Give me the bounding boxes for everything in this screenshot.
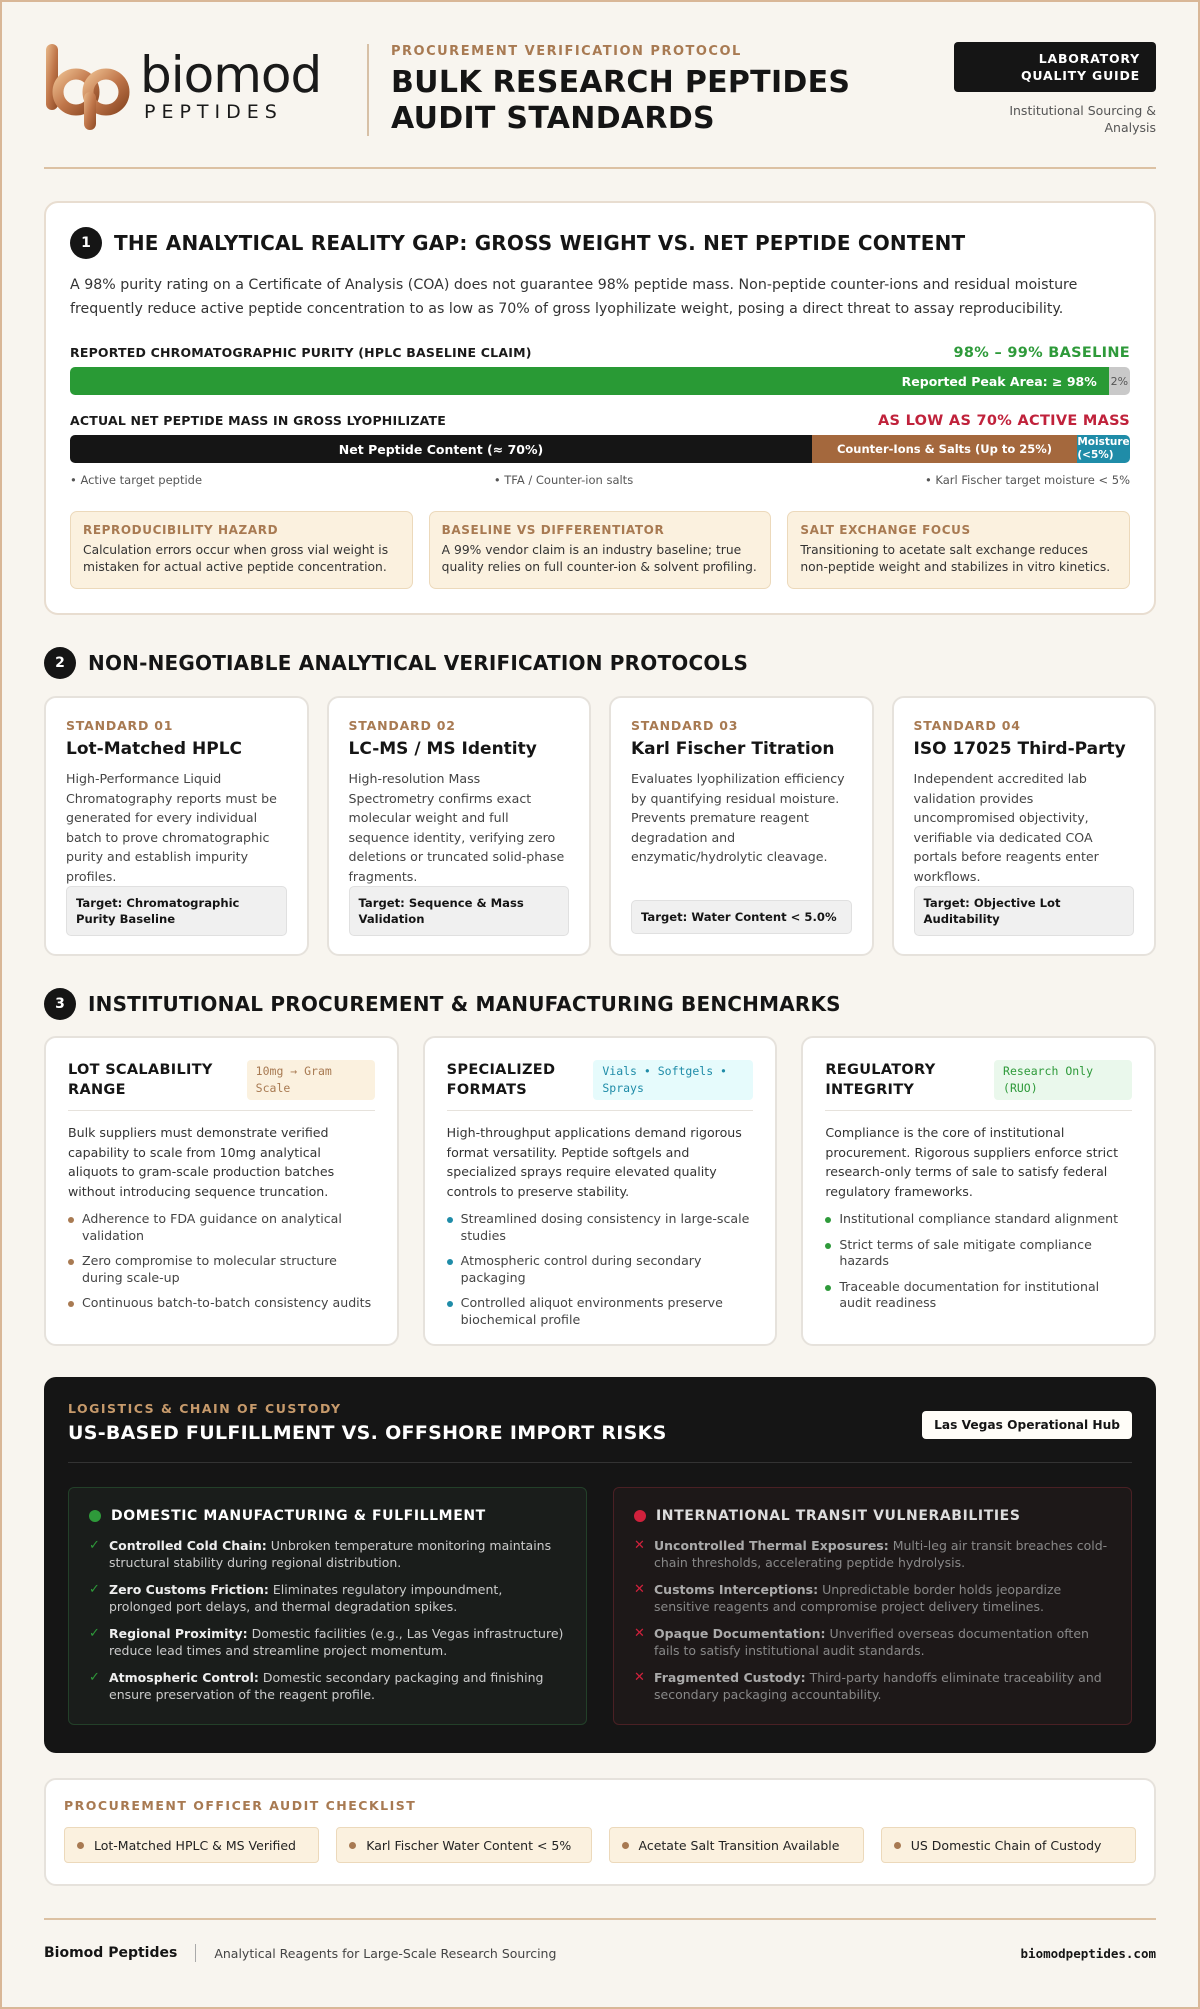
bullet-dot-icon	[349, 1842, 356, 1849]
standards-grid	[44, 696, 1156, 956]
standard-target: Target: Water Content < 5.0%	[631, 900, 852, 934]
standard-card-lcms	[327, 696, 592, 956]
section-number-badge: 2	[44, 647, 76, 679]
cross-icon: ✕	[634, 1582, 645, 1597]
list-item: Institutional compliance standard alignment	[825, 1211, 1132, 1228]
info-box-title: BASELINE VS DIFFERENTIATOR	[441, 523, 665, 537]
info-box-reproducibility	[70, 511, 413, 589]
purity-segment-remainder: 2%	[1109, 367, 1130, 395]
guide-badge: LABORATORY QUALITY GUIDE	[954, 42, 1156, 92]
benchmark-bullets	[447, 1211, 754, 1328]
footer-rule	[44, 1918, 1156, 1920]
header-rule	[44, 167, 1156, 169]
purity-bar-label: REPORTED CHROMATOGRAPHIC PURITY (HPLC BASELINE CLAIM)	[70, 345, 532, 360]
logistics-panel	[44, 1377, 1156, 1753]
operational-hub-button[interactable]: Las Vegas Operational Hub	[922, 1411, 1132, 1439]
checklist-item: Lot-Matched HPLC & MS Verified	[64, 1827, 319, 1863]
list-item: Adherence to FDA guidance on analytical validation	[68, 1211, 375, 1244]
standard-kicker: STANDARD 02	[348, 718, 456, 733]
benchmark-title: REGULATORY INTEGRITY	[825, 1062, 936, 1098]
checklist-item: Karl Fischer Water Content < 5%	[336, 1827, 591, 1863]
footer-divider	[195, 1944, 196, 1962]
checklist-title: PROCUREMENT OFFICER AUDIT CHECKLIST	[64, 1798, 417, 1813]
footer	[44, 1944, 1156, 1962]
logo-mark-icon	[44, 42, 134, 132]
header	[44, 42, 1156, 138]
cross-icon: ✕	[634, 1626, 645, 1641]
domestic-title: DOMESTIC MANUFACTURING & FULFILLMENT	[111, 1508, 486, 1524]
mass-bar-label: ACTUAL NET PEPTIDE MASS IN GROSS LYOPHILIZATE	[70, 413, 446, 428]
standard-target: Target: Sequence & Mass Validation	[349, 886, 570, 936]
standard-kicker: STANDARD 01	[66, 718, 174, 733]
list-item: Controlled aliquot environments preserve biochemical profile	[447, 1295, 754, 1328]
info-box-salt-exchange	[787, 511, 1130, 589]
list-item: ✕ Customs Interceptions: Unpredictable border holds jeopardize sensitive reagents and compromise project delivery timelines.	[634, 1582, 1062, 1614]
standard-title: Karl Fischer Titration	[631, 739, 835, 759]
list-item: ✕ Fragmented Custody: Third-party handoffs eliminate traceability and secondary packaging accountability.	[634, 1670, 1102, 1702]
audit-checklist	[44, 1778, 1156, 1886]
purity-bar-value: 98% – 99% BASELINE	[953, 345, 1130, 361]
list-item: Zero compromise to molecular structure during scale-up	[68, 1253, 375, 1286]
standard-card-karl-fischer	[609, 696, 874, 956]
footer-website-link[interactable]: biomodpeptides.com	[1020, 1945, 1156, 1961]
info-box-text: Calculation errors occur when gross vial weight is mistaken for actual active peptide concentration.	[83, 543, 389, 574]
benchmark-text: High-throughput applications demand rigorous format versatility. Peptide softgels and specialized sprays require elevated quality controls to preserve stability.	[446, 1125, 742, 1199]
mass-bar-value: AS LOW AS 70% ACTIVE MASS	[878, 413, 1130, 429]
list-item: ✓ Regional Proximity: Domestic facilities (e.g., Las Vegas infrastructure) reduce lead times and streamline project momentum.	[89, 1626, 564, 1658]
benchmark-card-formats	[423, 1036, 778, 1346]
bullet-dot-icon	[894, 1842, 901, 1849]
standard-kicker: STANDARD 04	[913, 718, 1021, 733]
brand-logo[interactable]	[44, 42, 349, 132]
list-item: ✕ Opaque Documentation: Unverified overseas documentation often fails to satisfy institutional audit standards.	[634, 1626, 1089, 1658]
page-title: BULK RESEARCH PEPTIDES AUDIT STANDARDS	[391, 65, 851, 136]
standard-card-hplc	[44, 696, 309, 956]
section-lead-text: A 98% purity rating on a Certificate of Analysis (COA) does not guarantee 98% peptide mass. Non-peptide counter-ions and residual moisture frequently reduce active peptide concentration to as low as 70% of gross lyophilizate weight, posing a direct threat to assay reproducibility.	[70, 277, 1078, 317]
standard-text: Independent accredited lab validation provides uncompromised objectivity, verifiable via dedicated COA portals before reagents enter workflows.	[913, 771, 1099, 884]
bullet-dot-icon	[622, 1842, 629, 1849]
check-icon: ✓	[89, 1582, 100, 1597]
info-box-title: REPRODUCIBILITY HAZARD	[83, 523, 279, 537]
info-box-baseline	[429, 511, 772, 589]
section-protocols-header	[44, 647, 748, 679]
benchmark-tag: 10mg → Gram Scale	[247, 1060, 375, 1100]
checklist-item: US Domestic Chain of Custody	[881, 1827, 1136, 1863]
standard-title: Lot-Matched HPLC	[66, 739, 243, 759]
benchmark-tag: Vials • Softgels • Sprays	[593, 1060, 753, 1100]
status-dot-red-icon	[634, 1510, 646, 1522]
section-title: THE ANALYTICAL REALITY GAP: GROSS WEIGHT VS. NET PEPTIDE CONTENT	[114, 231, 966, 255]
logistics-title: US-BASED FULFILLMENT VS. OFFSHORE IMPORT RISKS	[68, 1422, 667, 1444]
footer-brand: Biomod Peptides	[44, 1945, 178, 1961]
legend-item: • Active target peptide	[70, 473, 203, 487]
list-item: ✓ Controlled Cold Chain: Unbroken temperature monitoring maintains structural stability during regional distribution.	[89, 1538, 552, 1570]
bar-legend	[70, 473, 1130, 487]
legend-item: • TFA / Counter-ion salts	[493, 473, 634, 487]
standard-title: LC-MS / MS Identity	[348, 739, 537, 759]
standard-target: Target: Objective Lot Auditability	[914, 886, 1135, 936]
list-item: Strict terms of sale mitigate compliance hazards	[825, 1237, 1132, 1270]
standard-card-iso	[892, 696, 1157, 956]
benchmarks-grid	[44, 1036, 1156, 1346]
list-item: ✓ Atmospheric Control: Domestic secondary packaging and finishing ensure preservation of the reagent profile.	[89, 1670, 544, 1702]
logo-subtitle: PEPTIDES	[144, 101, 283, 123]
info-box-text: Transitioning to acetate salt exchange reduces non-peptide weight and stabilizes in vitro kinetics.	[800, 543, 1111, 574]
list-item: Continuous batch-to-batch consistency audits	[68, 1295, 375, 1312]
cross-icon: ✕	[634, 1670, 645, 1685]
section-number-badge: 3	[44, 988, 76, 1020]
cross-icon: ✕	[634, 1538, 645, 1553]
mass-segment-counter-ions: Counter-Ions & Salts (Up to 25%)	[812, 435, 1077, 463]
mass-segment-net-peptide: Net Peptide Content (≈ 70%)	[70, 435, 812, 463]
check-icon: ✓	[89, 1670, 100, 1685]
international-column	[613, 1487, 1132, 1725]
section-number-badge: 1	[70, 227, 102, 259]
purity-segment-peak: Reported Peak Area: ≥ 98%	[70, 367, 1109, 395]
benchmark-bullets	[825, 1211, 1132, 1312]
purity-bar	[70, 367, 1130, 395]
info-box-text: A 99% vendor claim is an industry baseline; true quality relies on full counter-ion & solvent profiling.	[441, 543, 757, 574]
status-dot-green-icon	[89, 1510, 101, 1522]
benchmark-tag: Research Only (RUO)	[994, 1060, 1132, 1100]
international-title: INTERNATIONAL TRANSIT VULNERABILITIES	[656, 1508, 1021, 1524]
benchmark-text: Bulk suppliers must demonstrate verified capability to scale from 10mg analytical aliquots to gram-scale production batches without introducing sequence truncation.	[68, 1125, 335, 1199]
legend-item: • Karl Fischer target moisture < 5%	[924, 473, 1130, 487]
logistics-kicker: LOGISTICS & CHAIN OF CUSTODY	[68, 1401, 342, 1416]
benchmark-card-scalability	[44, 1036, 399, 1346]
header-note: Institutional Sourcing & Analysis	[1009, 103, 1156, 135]
benchmark-text: Compliance is the core of institutional procurement. Rigorous suppliers enforce strict research-only terms of sale to satisfy federal regulatory frameworks.	[825, 1125, 1119, 1199]
section-title: NON-NEGOTIABLE ANALYTICAL VERIFICATION PROTOCOLS	[88, 651, 749, 675]
list-item: ✕ Uncontrolled Thermal Exposures: Multi-leg air transit breaches cold-chain thresholds, accelerating peptide hydrolysis.	[634, 1538, 1108, 1570]
standard-kicker: STANDARD 03	[631, 718, 739, 733]
benchmark-bullets	[68, 1211, 375, 1312]
checklist-item: Acetate Salt Transition Available	[609, 1827, 864, 1863]
standard-title: ISO 17025 Third-Party	[913, 739, 1126, 759]
standard-target: Target: Chromatographic Purity Baseline	[66, 886, 287, 936]
section-benchmarks-header	[44, 988, 841, 1020]
mass-segment-moisture: Moisture (<5%)	[1077, 436, 1130, 461]
header-kicker: PROCUREMENT VERIFICATION PROTOCOL	[391, 44, 742, 59]
benchmark-card-regulatory	[801, 1036, 1156, 1346]
list-item: Traceable documentation for institutional audit readiness	[825, 1279, 1132, 1312]
list-item: Atmospheric control during secondary packaging	[447, 1253, 754, 1286]
standard-text: Evaluates lyophilization efficiency by quantifying residual moisture. Prevents premature reagent degradation and enzymatic/hydrolytic cleavage.	[631, 771, 845, 864]
check-icon: ✓	[89, 1538, 100, 1553]
footer-tagline: Analytical Reagents for Large-Scale Research Sourcing	[214, 1945, 557, 1961]
bullet-dot-icon	[77, 1842, 84, 1849]
check-icon: ✓	[89, 1626, 100, 1641]
info-box-title: SALT EXCHANGE FOCUS	[800, 523, 971, 537]
list-item: Streamlined dosing consistency in large-scale studies	[447, 1211, 754, 1244]
section-analytical-gap	[44, 201, 1156, 615]
mass-bar	[70, 435, 1130, 463]
benchmark-title: SPECIALIZED FORMATS	[446, 1062, 556, 1098]
list-item: ✓ Zero Customs Friction: Eliminates regulatory impoundment, prolonged port delays, and thermal degradation spikes.	[89, 1582, 503, 1614]
section-title: INSTITUTIONAL PROCUREMENT & MANUFACTURING BENCHMARKS	[88, 992, 841, 1016]
header-divider	[367, 44, 369, 136]
logo-wordmark: biomod	[140, 46, 322, 104]
domestic-column	[68, 1487, 587, 1725]
standard-text: High-resolution Mass Spectrometry confirms exact molecular weight and full sequence identity, verifying zero deletions or truncated solid-phase fragments.	[348, 771, 565, 884]
standard-text: High-Performance Liquid Chromatography reports must be generated for every individual batch to prove chromatographic purity and establish impurity profiles.	[66, 771, 277, 884]
benchmark-title: LOT SCALABILITY RANGE	[68, 1062, 213, 1098]
